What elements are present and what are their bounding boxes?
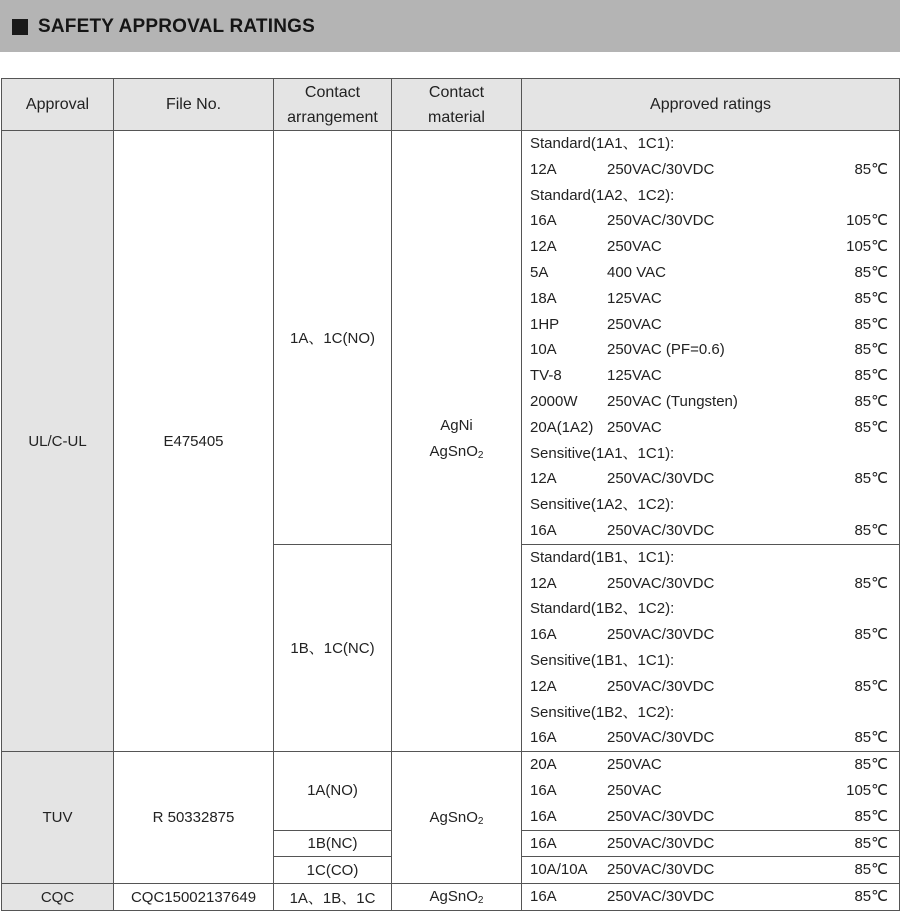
rating-voltage: 125VAC [607,367,662,385]
rating-voltage: 250VAC [607,238,662,256]
rating-temperature: 85℃ [854,263,888,281]
rating-heading-text: Standard(1A1、1C1): [530,135,675,152]
rating-current: 12A [530,677,557,695]
rating-current: 12A [530,574,557,592]
rating-heading-text: Sensitive(1A2、1C2): [530,496,675,514]
rating-line [522,752,899,778]
rating-temperature: 85℃ [854,756,888,774]
ul-arrangement-nc: 1B、1C(NC) [274,544,392,751]
rating-line [522,286,899,312]
rating-current: TV-8 [530,367,562,385]
ul-arrangement-no: 1A、1C(NO) [274,131,392,545]
section-header [0,0,900,52]
rating-heading [522,648,899,674]
tuv-ratings-no [522,752,900,830]
header-contact-material-line-2: material [428,108,485,126]
rating-voltage: 250VAC/30VDC [607,888,715,906]
rating-heading-text: Standard(1A2、1C2): [530,186,675,204]
rating-temperature: 105℃ [846,238,888,256]
header-row [2,79,900,131]
ul-file-no: E475405 [114,131,274,752]
header-approval: Approval [2,79,114,131]
tuv-arrangement-nc: 1B(NC) [274,830,392,857]
rating-temperature: 85℃ [854,834,888,852]
tuv-ratings-co [522,857,900,884]
cqc-arrangement: 1A、1B、1C [274,884,392,911]
tuv-row-no [2,752,900,830]
rating-line [522,518,899,544]
rating-voltage: 250VAC/30VDC [607,834,715,852]
rating-heading-text: Sensitive(1A1、1C1): [530,444,675,462]
tuv-approval: TUV [2,752,114,884]
rating-current: 1HP [530,315,560,333]
rating-current: 12A [530,238,557,256]
rating-temperature: 85℃ [854,418,888,436]
tuv-contact-material: AgSnO$_2$ [392,752,522,884]
rating-voltage: 250VAC/30VDC [607,729,715,747]
rating-current: 16A [530,626,557,644]
header-contact-arrangement-line-2: arrangement [287,108,378,126]
rating-voltage: 250VAC/30VDC [607,574,715,592]
rating-line [522,157,899,183]
rating-temperature: 85℃ [854,861,888,879]
rating-current: 10A/10A [530,861,588,879]
rating-line [522,389,899,415]
safety-approval-table [1,78,900,911]
rating-heading [522,596,899,622]
rating-line [522,674,899,700]
rating-line [522,778,899,804]
rating-voltage: 250VAC (Tungsten) [607,392,738,410]
rating-temperature: 85℃ [854,521,888,539]
tuv-ratings-nc [522,830,900,857]
rating-line [522,571,899,597]
rating-temperature: 85℃ [854,367,888,385]
rating-current: 5A [530,263,549,281]
ul-ratings-nc [522,544,900,751]
rating-heading-text: Sensitive(1B2、1C2): [530,703,675,721]
ul-material-agsno2: AgSnO$_2$ [429,443,484,462]
rating-heading [522,700,899,726]
rating-current: 12A [530,160,557,178]
header-contact-material-line-1: Contact [428,83,485,101]
rating-current: 16A [530,807,557,825]
rating-current: 2000W [530,392,578,410]
rating-line [522,208,899,234]
rating-heading [522,441,899,467]
rating-current: 20A(1A2) [530,418,594,436]
header-approved-ratings: Approved ratings [522,79,900,131]
rating-voltage: 250VAC/30VDC [607,626,715,644]
rating-voltage: 250VAC [607,781,662,799]
rating-line [522,337,899,363]
rating-temperature: 85℃ [854,807,888,825]
rating-current: 16A [530,212,557,230]
rating-line [522,363,899,389]
rating-line [522,260,899,286]
cqc-approval: CQC [2,884,114,911]
rating-temperature: 85℃ [854,626,888,644]
rating-temperature: 85℃ [854,574,888,592]
rating-line [522,725,899,751]
rating-line [522,312,899,338]
rating-current: 12A [530,470,557,488]
header-contact-arrangement [274,79,392,131]
rating-voltage: 250VAC [607,418,662,436]
rating-temperature: 85℃ [854,677,888,695]
tuv-arrangement-no: 1A(NO) [274,752,392,830]
cqc-row [2,884,900,911]
rating-heading [522,131,899,157]
rating-voltage: 250VAC/30VDC [607,212,715,230]
ul-approval: UL/C-UL [2,131,114,752]
rating-current: 20A [530,756,557,774]
rating-current: 16A [530,781,557,799]
rating-line [522,884,899,910]
cqc-ratings [522,884,900,911]
header-file-no: File No. [114,79,274,131]
rating-heading-text: Sensitive(1B1、1C1): [530,651,675,669]
rating-voltage: 250VAC [607,315,662,333]
rating-voltage: 125VAC [607,289,662,307]
rating-voltage: 250VAC/30VDC [607,470,715,488]
rating-temperature: 85℃ [854,289,888,307]
rating-temperature: 85℃ [854,341,888,359]
rating-line [522,234,899,260]
rating-current: 16A [530,729,557,747]
rating-voltage: 250VAC [607,756,662,774]
rating-temperature: 105℃ [846,212,888,230]
square-bullet-icon [12,19,28,35]
cqc-contact-material: AgSnO$_2$ [392,884,522,911]
cqc-file-no: CQC15002137649 [114,884,274,911]
rating-heading-text: Standard(1B1、1C1): [530,548,675,566]
rating-temperature: 85℃ [854,160,888,178]
rating-temperature: 85℃ [854,315,888,333]
ul-contact-material [392,131,522,752]
rating-current: 18A [530,289,557,307]
rating-voltage: 250VAC/30VDC [607,861,715,879]
header-contact-arrangement-line-1: Contact [304,83,361,101]
rating-voltage: 250VAC/30VDC [607,677,715,695]
rating-temperature: 85℃ [854,729,888,747]
rating-heading-text: Standard(1B2、1C2): [530,600,675,618]
section-title: SAFETY APPROVAL RATINGS [38,16,315,37]
rating-heading [522,492,899,518]
rating-voltage: 250VAC (PF=0.6) [607,341,725,359]
rating-line [522,466,899,492]
ul-row-no [2,131,900,545]
rating-line [522,857,899,883]
tuv-arrangement-co: 1C(CO) [274,857,392,884]
rating-temperature: 85℃ [854,888,888,906]
rating-heading [522,183,899,209]
rating-line [522,804,899,830]
rating-temperature: 105℃ [846,781,888,799]
tuv-file-no: R 50332875 [114,752,274,884]
rating-line [522,415,899,441]
ul-ratings-no [522,131,900,545]
rating-heading [522,545,899,571]
rating-line [522,622,899,648]
rating-current: 10A [530,341,557,359]
rating-line [522,831,899,857]
rating-voltage: 400 VAC [607,263,666,281]
rating-current: 16A [530,834,557,852]
rating-temperature: 85℃ [854,470,888,488]
rating-voltage: 250VAC/30VDC [607,521,715,539]
rating-current: 16A [530,888,557,906]
rating-current: 16A [530,521,557,539]
rating-temperature: 85℃ [854,392,888,410]
rating-voltage: 250VAC/30VDC [607,807,715,825]
header-contact-material [392,79,522,131]
rating-voltage: 250VAC/30VDC [607,160,715,178]
ul-material-agni: AgNi [440,417,473,435]
